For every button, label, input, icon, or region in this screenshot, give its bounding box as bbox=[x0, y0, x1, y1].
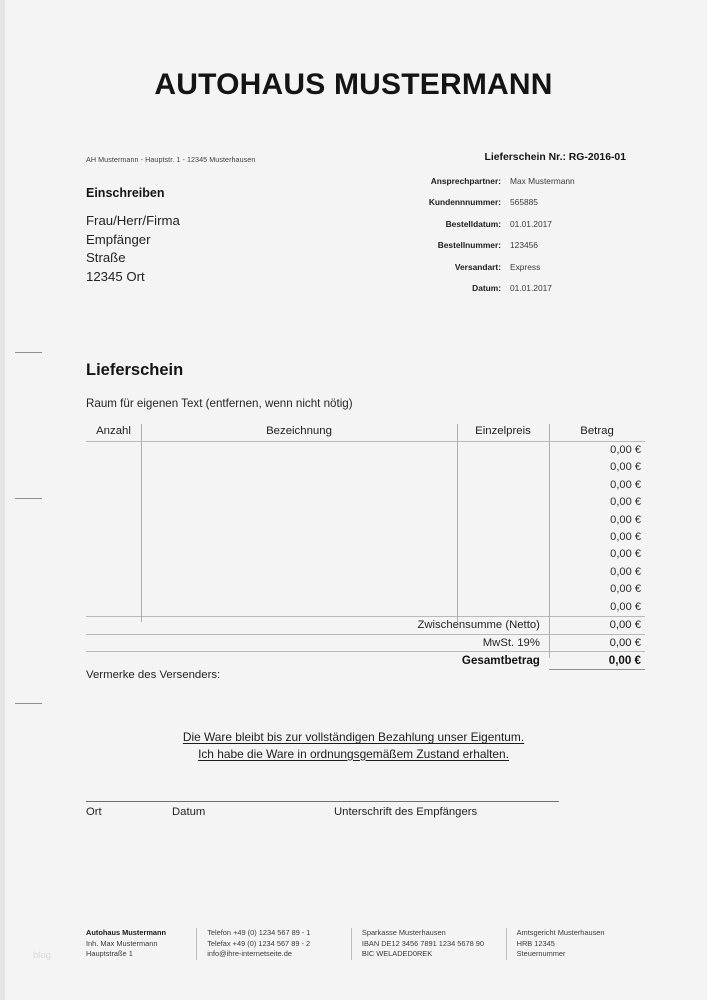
page-edge-strip bbox=[0, 0, 5, 1000]
delivery-mode-label: Einschreiben bbox=[86, 186, 165, 200]
meta-row-date bbox=[360, 283, 628, 293]
meta-value: 01.01.2017 bbox=[510, 283, 552, 293]
meta-label: Ansprechpartner: bbox=[430, 175, 501, 186]
cell-bezeichnung bbox=[141, 599, 455, 616]
table-row bbox=[86, 546, 645, 563]
footer-iban: IBAN DE12 3456 7891 1234 5678 90 bbox=[361, 938, 484, 948]
meta-label: Datum: bbox=[472, 283, 501, 293]
cell-betrag: 0,00 € bbox=[610, 444, 641, 456]
signature-label-unterschrift: Unterschrift des Empfängers bbox=[334, 806, 478, 818]
cell-anzahl bbox=[86, 546, 141, 563]
footer-bank-name: Sparkasse Musterhausen bbox=[361, 928, 446, 937]
cell-bezeichnung bbox=[141, 459, 455, 476]
recipient-line: Empfänger bbox=[86, 231, 151, 247]
column-header-einzelpreis: Einzelpreis bbox=[475, 425, 531, 437]
watermark-label: blog bbox=[33, 950, 51, 961]
ownership-declaration bbox=[0, 729, 707, 762]
sender-notes-label: Vermerke des Versenders: bbox=[86, 669, 221, 681]
page-footer bbox=[86, 928, 645, 960]
totals-section bbox=[86, 616, 645, 670]
column-header-betrag: Betrag bbox=[580, 425, 614, 437]
cell-einzelpreis bbox=[454, 459, 545, 476]
fold-mark-top bbox=[15, 352, 42, 353]
cell-bezeichnung bbox=[141, 529, 455, 546]
cell-anzahl bbox=[86, 529, 141, 546]
cell-bezeichnung bbox=[141, 512, 455, 529]
cell-einzelpreis bbox=[454, 581, 545, 598]
cell-einzelpreis bbox=[454, 564, 545, 581]
cell-anzahl bbox=[86, 442, 141, 459]
recipient-line: Frau/Herr/Firma bbox=[86, 213, 180, 228]
table-header-row bbox=[86, 424, 645, 442]
footer-court: Amtsgericht Musterhausen bbox=[516, 928, 605, 937]
free-text-placeholder: Raum für eigenen Text (entfernen, wenn nicht nötig) bbox=[86, 397, 353, 410]
cell-anzahl bbox=[86, 581, 141, 598]
column-header-bezeichnung: Bezeichnung bbox=[266, 425, 332, 437]
cell-betrag: 0,00 € bbox=[610, 583, 641, 596]
meta-value: 01.01.2017 bbox=[510, 218, 552, 229]
cell-einzelpreis bbox=[454, 477, 545, 494]
footer-phone: Telefon +49 (0) 1234 567 89 - 1 bbox=[207, 928, 311, 937]
totals-row-grand-total bbox=[86, 651, 645, 669]
cell-bezeichnung bbox=[141, 564, 455, 581]
cell-betrag: 0,00 € bbox=[610, 461, 641, 474]
meta-value: Max Mustermann bbox=[510, 175, 575, 186]
recipient-address-block bbox=[86, 186, 346, 286]
fold-mark-middle bbox=[15, 498, 42, 499]
document-meta-block bbox=[360, 152, 628, 305]
cell-betrag: 0,00 € bbox=[610, 478, 641, 491]
cell-einzelpreis bbox=[454, 529, 545, 546]
cell-bezeichnung bbox=[141, 494, 455, 511]
totals-value: 0,00 € bbox=[609, 619, 641, 632]
cell-einzelpreis bbox=[454, 599, 545, 616]
footer-company-owner: Inh. Max Mustermann bbox=[86, 938, 158, 948]
totals-label: Zwischensumme (Netto) bbox=[417, 619, 540, 632]
footer-email: info@ihre-internetseite.de bbox=[207, 949, 292, 959]
cell-einzelpreis bbox=[454, 512, 545, 529]
cell-betrag: 0,00 € bbox=[610, 565, 641, 578]
cell-anzahl bbox=[86, 494, 141, 511]
totals-label: Gesamtbetrag bbox=[461, 653, 540, 667]
cell-bezeichnung bbox=[141, 442, 455, 459]
cell-betrag: 0,00 € bbox=[610, 600, 641, 613]
cell-bezeichnung bbox=[141, 581, 455, 598]
meta-row-order-number bbox=[360, 240, 628, 250]
cell-betrag: 0,00 € bbox=[610, 530, 641, 543]
cell-anzahl bbox=[86, 564, 141, 581]
recipient-line: Straße bbox=[86, 250, 126, 266]
table-row bbox=[86, 494, 645, 511]
footer-company-street: Hauptstraße 1 bbox=[86, 949, 133, 959]
footer-company-name: Autohaus Mustermann bbox=[86, 928, 167, 937]
footer-tax-number: Steuernummer bbox=[516, 949, 566, 959]
declaration-line-receipt: Ich habe die Ware in ordnungsgemäßem Zustand erhalten. bbox=[198, 746, 509, 761]
company-title: AUTOHAUS MUSTERMANN bbox=[154, 68, 553, 101]
column-header-anzahl: Anzahl bbox=[96, 425, 131, 437]
footer-hrb: HRB 12345 bbox=[516, 938, 555, 948]
table-row bbox=[86, 564, 645, 581]
meta-row-order-date bbox=[360, 219, 628, 229]
cell-bezeichnung bbox=[141, 477, 455, 494]
meta-label: Bestelldatum: bbox=[445, 218, 501, 229]
meta-value: Express bbox=[510, 261, 541, 272]
cell-betrag: 0,00 € bbox=[610, 548, 641, 561]
document-number: Lieferschein Nr.: RG-2016-01 bbox=[484, 152, 626, 163]
page-title: Lieferschein bbox=[86, 361, 184, 379]
declaration-line-retention: Die Ware bleibt bis zur vollständigen Bezahlung unser Eigentum. bbox=[182, 730, 525, 744]
totals-value: 0,00 € bbox=[608, 653, 641, 667]
footer-column-contact bbox=[196, 928, 351, 960]
cell-anzahl bbox=[86, 477, 141, 494]
cell-betrag: 0,00 € bbox=[610, 496, 641, 509]
totals-label: MwSt. 19% bbox=[482, 636, 540, 649]
cell-anzahl bbox=[86, 459, 141, 476]
meta-label: Kundennnummer: bbox=[428, 197, 501, 207]
table-row bbox=[86, 459, 645, 476]
footer-bic: BIC WELADED0REK bbox=[361, 949, 433, 959]
meta-row-shipping-type bbox=[360, 262, 628, 272]
signature-labels bbox=[86, 806, 559, 822]
recipient-line: 12345 Ort bbox=[86, 268, 145, 284]
signature-label-datum: Datum bbox=[172, 806, 206, 818]
meta-label: Bestellnummer: bbox=[437, 240, 501, 250]
cell-anzahl bbox=[86, 512, 141, 529]
sender-return-address: AH Mustermann - Hauptstr. 1 - 12345 Musterhausen bbox=[86, 155, 256, 164]
meta-label: Versandart: bbox=[454, 261, 501, 272]
signature-line bbox=[86, 801, 559, 802]
footer-column-registry bbox=[506, 928, 645, 960]
table-row bbox=[86, 581, 645, 598]
table-row bbox=[86, 442, 645, 459]
meta-row-contact bbox=[360, 176, 628, 186]
footer-column-company bbox=[86, 928, 196, 960]
table-row bbox=[86, 477, 645, 494]
footer-column-bank bbox=[351, 928, 506, 960]
meta-value: 123456 bbox=[510, 240, 538, 250]
table-row bbox=[86, 512, 645, 529]
meta-value: 565885 bbox=[510, 197, 538, 207]
cell-einzelpreis bbox=[454, 494, 545, 511]
table-row bbox=[86, 599, 645, 616]
footer-fax: Telefax +49 (0) 1234 567 89 - 2 bbox=[207, 938, 311, 948]
totals-row-vat bbox=[86, 634, 645, 652]
fold-mark-bottom bbox=[15, 703, 42, 704]
cell-einzelpreis bbox=[454, 546, 545, 563]
table-row bbox=[86, 529, 645, 546]
cell-einzelpreis bbox=[454, 442, 545, 459]
totals-value: 0,00 € bbox=[609, 636, 641, 649]
cell-betrag: 0,00 € bbox=[610, 513, 641, 526]
cell-anzahl bbox=[86, 599, 141, 616]
totals-row-subtotal bbox=[86, 616, 645, 634]
line-items-table bbox=[86, 424, 645, 670]
signature-label-ort: Ort bbox=[86, 806, 102, 818]
cell-bezeichnung bbox=[141, 546, 455, 563]
meta-row-customer-number bbox=[360, 197, 628, 207]
